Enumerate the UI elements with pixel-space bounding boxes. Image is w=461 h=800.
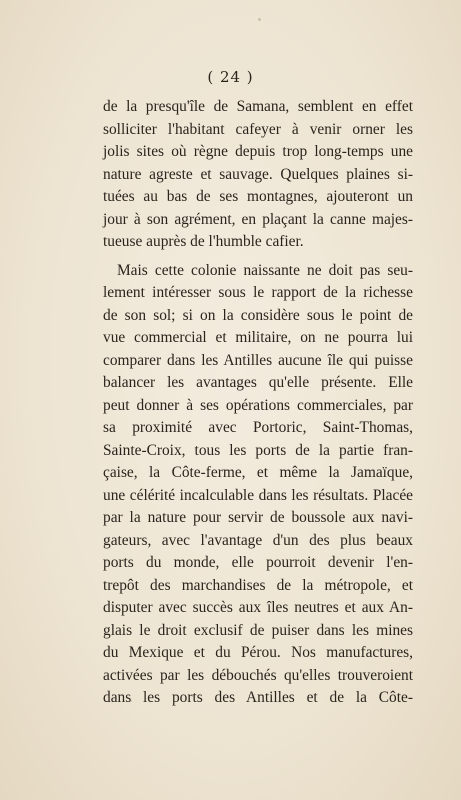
page-number: ( 24 ) bbox=[207, 68, 254, 86]
text-line: tueuse auprès de l'humble cafier. bbox=[103, 233, 304, 250]
text-line: ports du monde, elle pourroit devenir l'en- bbox=[103, 554, 413, 571]
text-line: glais le droit exclusif de puiser dans les mines bbox=[103, 621, 413, 639]
body-text bbox=[103, 96, 413, 710]
text-line: gateurs, avec l'avantage d'un des plus beaux bbox=[103, 531, 413, 549]
text-line: jolis sites où règne depuis trop long-temps une bbox=[103, 143, 413, 160]
text-line: vue commercial et militaire, on ne pourra lui bbox=[103, 329, 413, 346]
text-line: çaise, la Côte-ferme, et même la Jamaïque, bbox=[103, 464, 413, 481]
text-line: balancer les avantages qu'elle présente. Elle bbox=[103, 374, 413, 391]
text-line: Mais cette colonie naissante ne doit pas seu- bbox=[117, 261, 413, 279]
text-line: de la presqu'île de Samana, semblent en effet bbox=[103, 98, 413, 115]
text-line: lement intéresser sous le rapport de la richesse bbox=[103, 284, 413, 301]
paragraph bbox=[103, 260, 413, 710]
text-line: solliciter l'habitant cafeyer à venir orner les bbox=[103, 120, 413, 138]
text-line: trepôt des marchandises de la métropole, et bbox=[103, 576, 413, 594]
text-line: comparer dans les Antilles aucune île qui puisse bbox=[103, 351, 413, 369]
text-line: jour à son agrément, en plaçant la canne majes- bbox=[103, 210, 413, 228]
text-line: du Mexique et du Pérou. Nos manufactures, bbox=[103, 644, 413, 661]
text-line: peut donner à ses opérations commerciales, par bbox=[103, 396, 413, 414]
paragraph bbox=[103, 96, 413, 254]
text-line: sa proximité avec Portoric, Saint-Thomas, bbox=[103, 419, 413, 436]
paper-fleck bbox=[258, 18, 261, 21]
text-line: dans les ports des Antilles et de la Côte- bbox=[103, 689, 413, 706]
text-line: activées par les débouchés qu'elles trouveroient bbox=[103, 666, 413, 684]
text-line: Sainte-Croix, tous les ports de la partie fran- bbox=[103, 441, 413, 459]
text-line: une célérité incalculable dans les résultats. Placée bbox=[103, 486, 413, 504]
text-line: nature agreste et sauvage. Quelques plaines si- bbox=[103, 165, 413, 183]
text-line: tuées au bas de ses montagnes, ajouteront un bbox=[103, 188, 413, 205]
text-line: par la nature pour servir de boussole aux navi- bbox=[103, 509, 413, 526]
text-line: disputer avec succès aux îles neutres et aux An- bbox=[103, 599, 413, 616]
text-line: de son sol; si on la considère sous le point de bbox=[103, 306, 413, 324]
